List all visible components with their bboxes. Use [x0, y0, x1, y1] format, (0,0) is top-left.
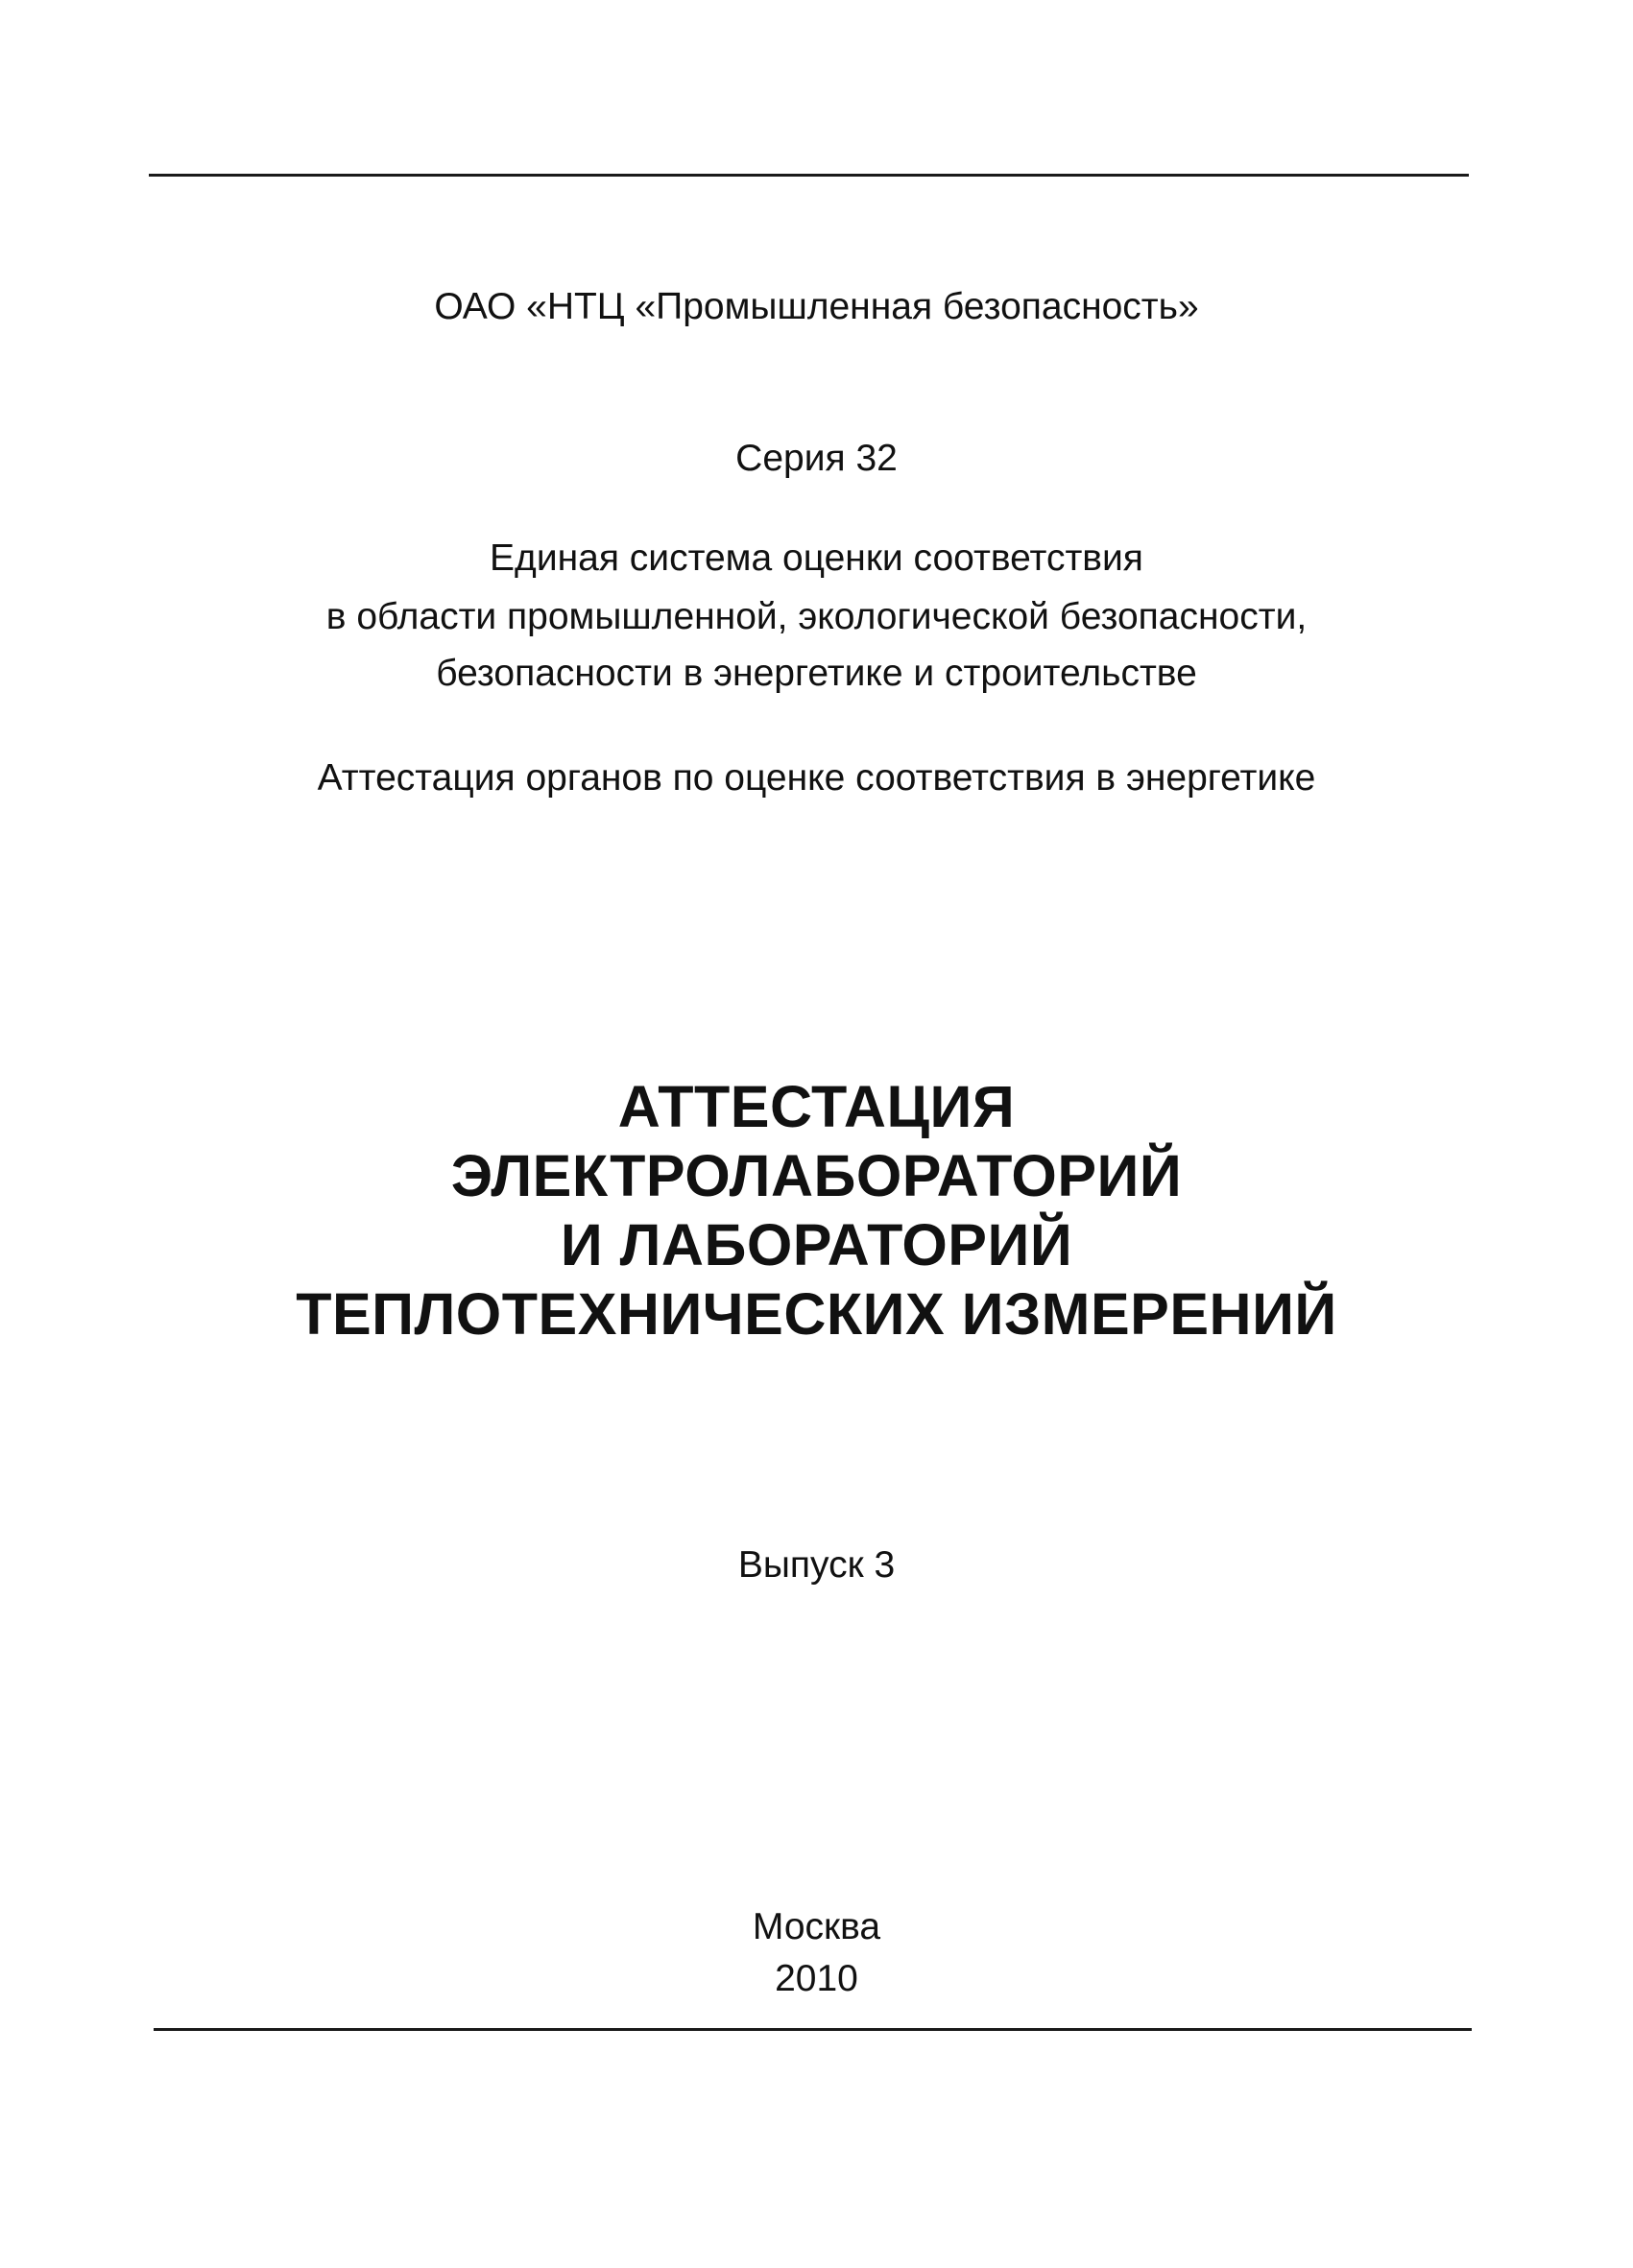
- issue-number: Выпуск 3: [737, 1544, 896, 1586]
- publication-city: Москва: [752, 1906, 881, 1947]
- top-rule: [149, 174, 1469, 177]
- title-line-2: ЭЛЕКТРОЛАБОРАТОРИЙ: [450, 1143, 1183, 1208]
- title-line-4: ТЕПЛОТЕХНИЧЕСКИХ ИЗМЕРЕНИЙ: [296, 1281, 1337, 1347]
- title-line-1: АТТЕСТАЦИЯ: [617, 1074, 1016, 1139]
- subseries-label: Аттестация органов по оценке соответствия в энергетике: [317, 757, 1316, 799]
- bottom-rule: [154, 2028, 1472, 2031]
- system-title-line-1: Единая система оценки соответствия: [490, 537, 1143, 579]
- system-title-line-3: безопасности в энергетике и строительстве: [436, 653, 1197, 694]
- title-line-3: И ЛАБОРАТОРИЙ: [560, 1212, 1073, 1277]
- publisher-name: ОАО «НТЦ «Промышленная безопасность»: [434, 286, 1199, 327]
- document-title: [0, 1072, 1633, 1349]
- series-label: Серия 32: [735, 438, 898, 479]
- publication-year: 2010: [775, 1958, 858, 1999]
- system-title-line-2: в области промышленной, экологической безопасности,: [325, 596, 1308, 637]
